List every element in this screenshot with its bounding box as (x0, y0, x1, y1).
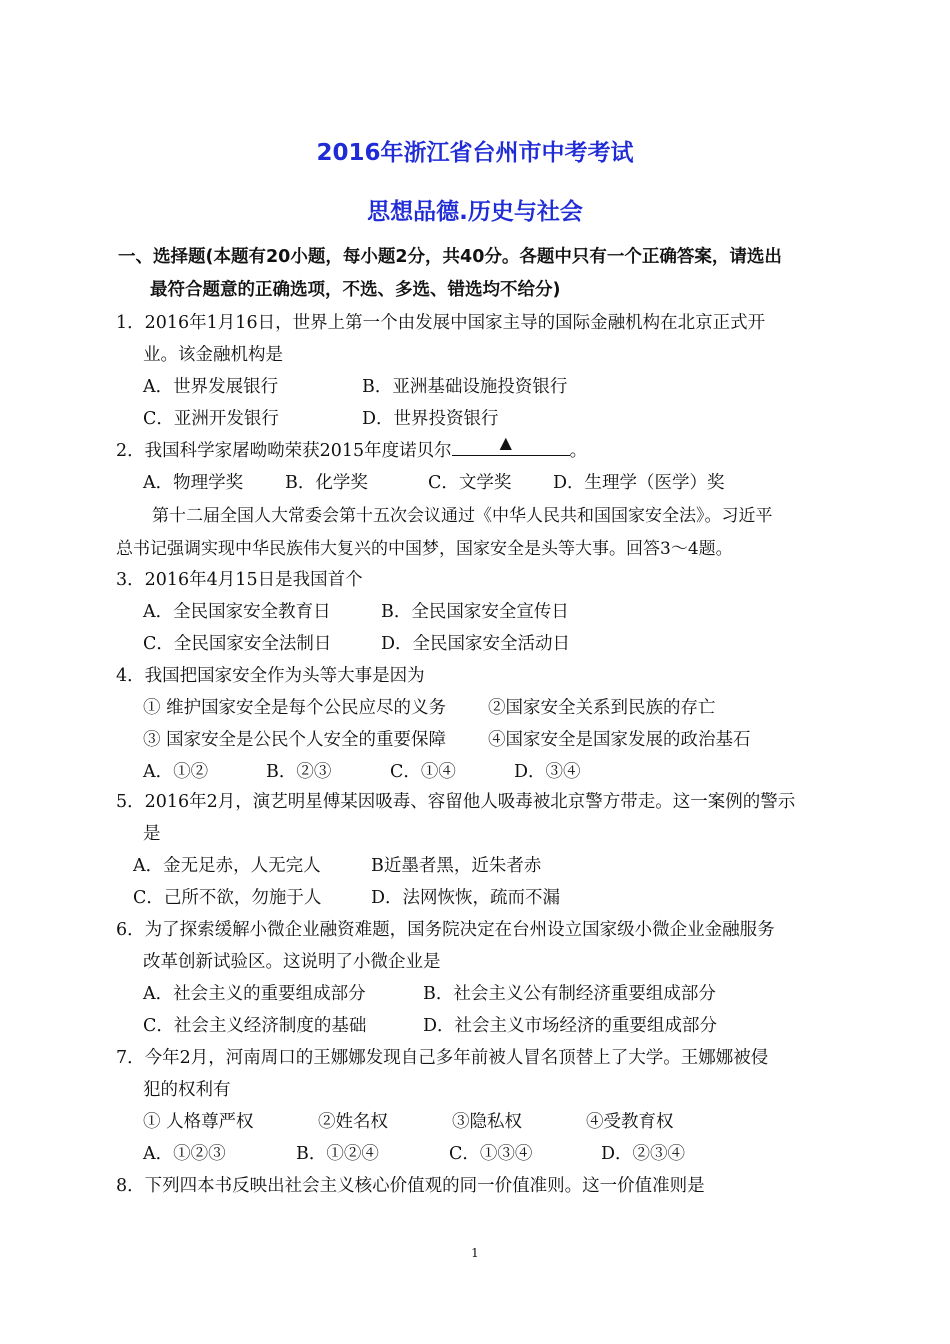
q3-option-d: D．全民国家安全活动日 (381, 634, 571, 654)
q3-stem: 3．2016年4月15日是我国首个 (116, 570, 363, 590)
q4-option-b: B．②③ (266, 762, 332, 782)
q5-option-a: A．金无足赤，人无完人 (133, 856, 321, 876)
q7-option-d: D．②③④ (601, 1144, 686, 1164)
q7-option-b: B．①②④ (296, 1144, 379, 1164)
q1-stem-line1: 1．2016年1月16日，世界上第一个由发展中国家主导的国际金融机构在北京正式开 (116, 313, 766, 333)
q7-statement-4: ④受教育权 (586, 1112, 674, 1132)
q4-stem: 4．我国把国家安全作为头等大事是因为 (116, 666, 425, 686)
page-number: 1 (471, 1246, 479, 1260)
section-heading-line1: 一、选择题(本题有20小题，每小题2分，共40分。各题中只有一个正确答案，请选出 (118, 247, 782, 267)
q7-statement-3: ③隐私权 (452, 1112, 522, 1132)
q1-option-b: B．亚洲基础设施投资银行 (362, 377, 568, 397)
q7-stem-line1: 7．今年2月，河南周口的王娜娜发现自己多年前被人冒名顶替上了大学。王娜娜被侵 (116, 1048, 769, 1068)
q7-statement-2: ②姓名权 (318, 1112, 388, 1132)
q6-option-a: A．社会主义的重要组成部分 (143, 984, 366, 1004)
q5-stem-line1: 5．2016年2月，演艺明星傅某因吸毒、容留他人吸毒被北京警方带走。这一案例的警示 (116, 792, 796, 812)
q7-option-c: C．①③④ (449, 1144, 533, 1164)
q7-stem-line2: 犯的权利有 (143, 1080, 231, 1100)
q2-option-b: B．化学奖 (285, 473, 368, 493)
q2-stem-text: 2．我国科学家屠呦呦荣获2015年度诺贝尔 (116, 441, 452, 461)
section-heading-line2: 最符合题意的正确选项，不选、多选、错选均不给分) (150, 280, 561, 300)
q4-option-d: D．③④ (514, 762, 581, 782)
blank-marker-icon: ▲ (499, 433, 512, 452)
material-line1: 第十二届全国人大常委会第十五次会议通过《中华人民共和国国家安全法》。习近平 (152, 506, 773, 526)
exam-subtitle: 思想品德.历史与社会 (367, 199, 583, 225)
q5-stem-line2: 是 (143, 824, 161, 844)
q7-option-a: A．①②③ (143, 1144, 226, 1164)
q2-stem (116, 433, 588, 462)
q6-stem-line1: 6．为了探索缓解小微企业融资难题，国务院决定在台州设立国家级小微企业金融服务 (116, 920, 775, 940)
q7-statement-1: ① 人格尊严权 (143, 1112, 254, 1132)
q5-option-d: D．法网恢恢，疏而不漏 (371, 888, 561, 908)
q1-option-a: A．世界发展银行 (143, 377, 279, 397)
q4-statement-3: ③ 国家安全是公民个人安全的重要保障 (143, 730, 447, 750)
q4-option-a: A．①② (143, 762, 209, 782)
q6-stem-line2: 改革创新试验区。这说明了小微企业是 (143, 952, 441, 972)
q1-option-c: C．亚洲开发银行 (143, 409, 279, 429)
q3-option-a: A．全民国家安全教育日 (143, 602, 331, 622)
q1-option-d: D．世界投资银行 (362, 409, 499, 429)
q2-option-c: C．文学奖 (428, 473, 512, 493)
q3-option-c: C．全民国家安全法制日 (143, 634, 332, 654)
q1-stem-line2: 业。该金融机构是 (143, 345, 283, 365)
q3-option-b: B．全民国家安全宣传日 (381, 602, 569, 622)
q6-option-b: B．社会主义公有制经济重要组成部分 (423, 984, 716, 1004)
q6-option-c: C．社会主义经济制度的基础 (143, 1016, 367, 1036)
q2-option-d: D．生理学（医学）奖 (553, 473, 725, 493)
q4-statement-4: ④国家安全是国家发展的政治基石 (488, 730, 751, 750)
q8-stem: 8．下列四本书反映出社会主义核心价值观的同一价值准则。这一价值准则是 (116, 1176, 705, 1196)
exam-title: 2016年浙江省台州市中考考试 (316, 140, 634, 166)
q2-stem-end: 。 (569, 441, 588, 461)
material-line2: 总书记强调实现中华民族伟大复兴的中国梦，国家安全是头等大事。回答3～4题。 (116, 539, 733, 559)
q5-option-c: C．己所不欲，勿施于人 (133, 888, 322, 908)
q5-option-b: B近墨者黑，近朱者赤 (371, 856, 542, 876)
q4-statement-2: ②国家安全关系到民族的存亡 (488, 698, 716, 718)
q4-option-c: C．①④ (390, 762, 456, 782)
q4-statement-1: ① 维护国家安全是每个公民应尽的义务 (143, 698, 447, 718)
q2-option-a: A．物理学奖 (143, 473, 244, 493)
answer-blank (452, 433, 570, 456)
q6-option-d: D．社会主义市场经济的重要组成部分 (423, 1016, 718, 1036)
